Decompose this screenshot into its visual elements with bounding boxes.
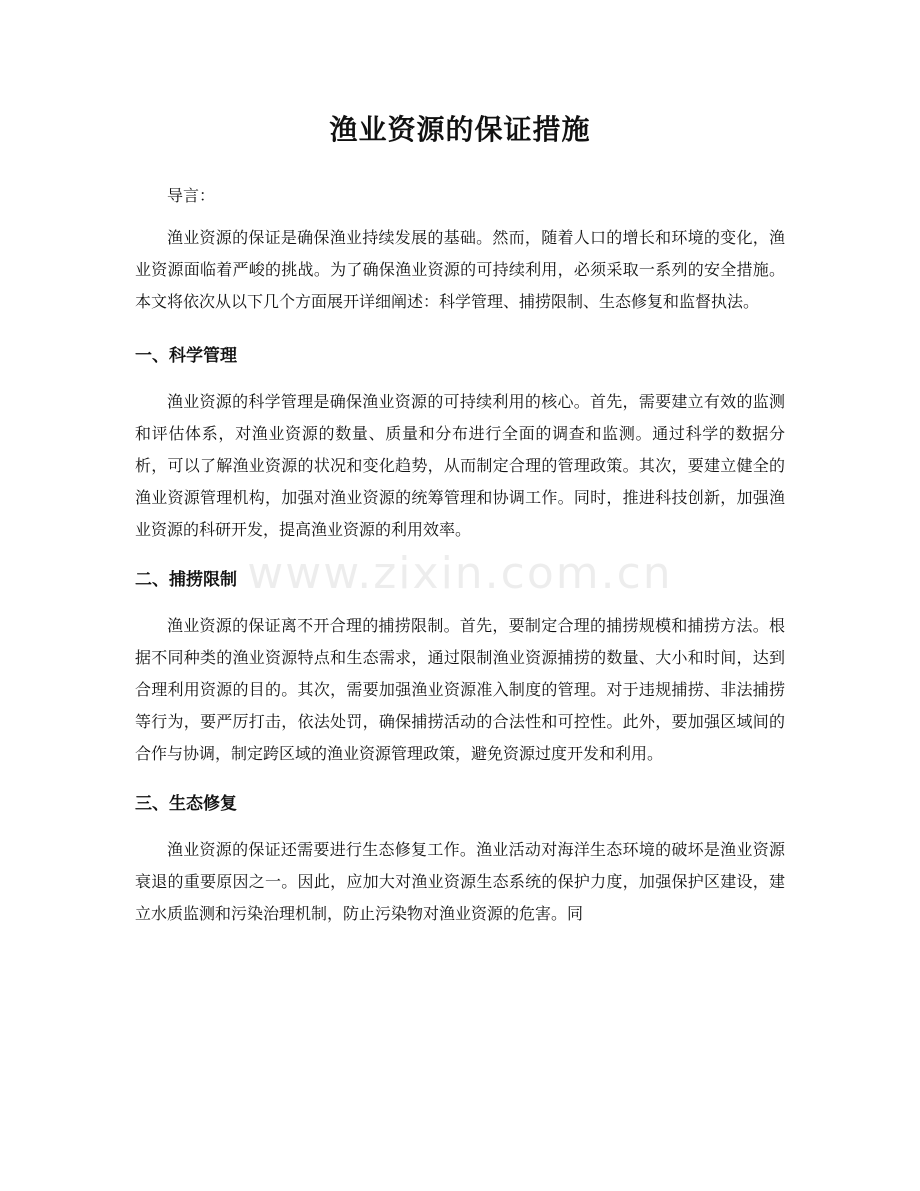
watermark: www.zixin.com.cn (247, 548, 673, 599)
section-heading-3: 三、生态修复 (135, 794, 237, 814)
document-title: 渔业资源的保证措施 (329, 113, 591, 146)
section-paragraph-1: 渔业资源的科学管理是确保渔业资源的可持续利用的核心。首先，需要建立有效的监测和评估体系，对渔业资源的数量、质量和分布进行全面的调查和监测。通过科学的数据分析，可以了解渔业资源的状况和变化趋势，从而制定合理的管理政策。其次，要建立健全的渔业资源管理机构，加强对渔业资源的统筹管理和协调工作。同时，推进科技创新，加强渔业资源的科研开发，提高渔业资源的利用效率。 (135, 392, 785, 539)
intro-paragraph: 渔业资源的保证是确保渔业持续发展的基础。然而，随着人口的增长和环境的变化，渔业资源面临着严峻的挑战。为了确保渔业资源的可持续利用，必须采取一系列的安全措施。本文将依次从以下几个方面展开详细阐述：科学管理、捕捞限制、生态修复和监督执法。 (135, 228, 785, 311)
section-paragraph-3: 渔业资源的保证还需要进行生态修复工作。渔业活动对海洋生态环境的破坏是渔业资源衰退的重要原因之一。因此，应加大对渔业资源生态系统的保护力度，加强保护区建设，建立水质监测和污染治理机制，防止污染物对渔业资源的危害。同 (135, 840, 785, 923)
document-body (135, 180, 785, 930)
section-heading-1: 一、科学管理 (135, 346, 237, 366)
section-heading-2: 二、捕捞限制 (135, 570, 237, 590)
intro-label: 导言： (167, 186, 216, 205)
section-paragraph-2: 渔业资源的保证离不开合理的捕捞限制。首先，要制定合理的捕捞规模和捕捞方法。根据不同种类的渔业资源特点和生态需求，通过限制渔业资源捕捞的数量、大小和时间，达到合理利用资源的目的。其次，需要加强渔业资源准入制度的管理。对于违规捕捞、非法捕捞等行为，要严厉打击，依法处罚，确保捕捞活动的合法性和可控性。此外，要加强区域间的合作与协调，制定跨区域的渔业资源管理政策，避免资源过度开发和利用。 (135, 616, 785, 763)
